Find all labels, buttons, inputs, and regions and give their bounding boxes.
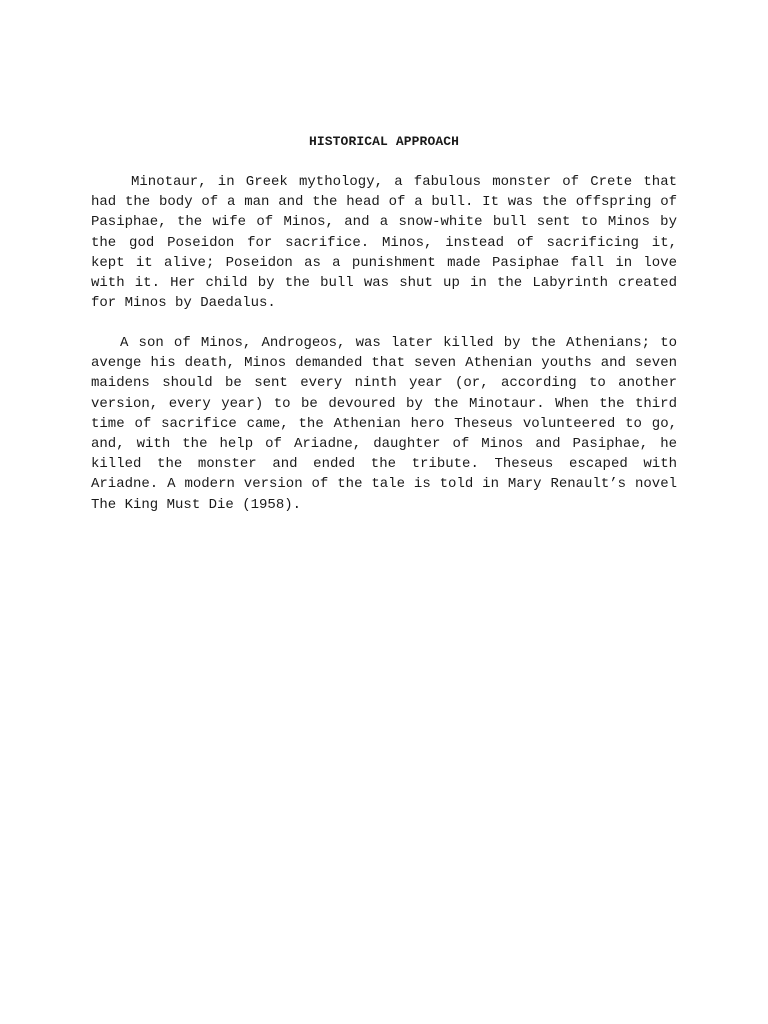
paragraph-minotaur-origin: Minotaur, in Greek mythology, a fabulous monster of Crete that had the body of a man and the head of a bull. It was the offspring of Pasiphae, the wife of Minos, and a snow-white bull sent to Minos by the god Poseidon for sacrifice. Minos, instead of sacrificing it, kept it alive; Poseidon as a punishment made Pasiphae fall in love with it. Her child by the bull was shut up in the Labyrinth created for Minos by Daedalus. — [91, 174, 677, 312]
document-title: HISTORICAL APPROACH — [308, 134, 460, 149]
document-page — [91, 0, 677, 1024]
paragraph-theseus-tribute: A son of Minos, Androgeos, was later killed by the Athenians; to avenge his death, Minos demanded that seven Athenian youths and seven maidens should be sent every ninth year (or, according to another version, every year) to be devoured by the Minotaur. When the third time of sacrifice came, the Athenian hero Theseus volunteered to go, and, with the help of Ariadne, daughter of Minos and Pasiphae, he killed the monster and ended the tribute. Theseus escaped with Ariadne. A modern version of the tale is told in Mary Renault’s novel The King Must Die (1958). — [91, 335, 677, 513]
